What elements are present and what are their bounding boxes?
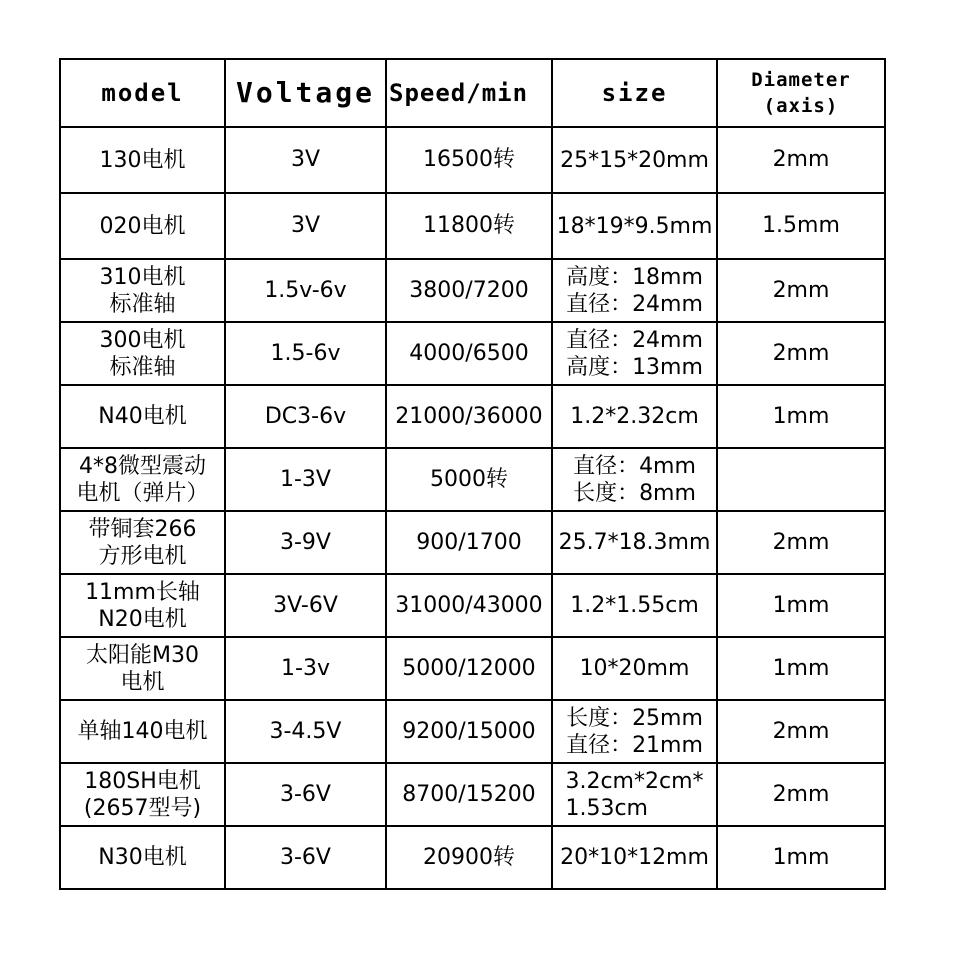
model-line: 单轴140电机	[77, 719, 208, 744]
cell-diameter: 1.5mm	[717, 193, 885, 259]
header-diameter-line1: Diameter	[751, 69, 851, 91]
cell-voltage: 3V	[225, 193, 386, 259]
cell-model	[60, 448, 225, 511]
cell-voltage: 3V	[225, 127, 386, 193]
table-row	[60, 637, 885, 700]
table-row	[60, 511, 885, 574]
cell-size	[552, 322, 717, 385]
size-text	[557, 213, 713, 240]
cell-model	[60, 385, 225, 448]
size-line: 3.2cm*2cm*	[565, 768, 704, 794]
cell-speed: 11800转	[386, 193, 552, 259]
model-text	[98, 844, 186, 871]
cell-model	[60, 574, 225, 637]
cell-diameter: 1mm	[717, 826, 885, 889]
cell-speed: 8700/15200	[386, 763, 552, 826]
size-line: 25.7*18.3mm	[558, 530, 711, 555]
cell-model	[60, 826, 225, 889]
header-diameter-line2: (axis)	[763, 95, 839, 117]
table-row	[60, 322, 885, 385]
model-line: 电机（弹片）	[76, 480, 209, 506]
model-line: 180SH电机	[84, 768, 201, 794]
cell-size	[552, 574, 717, 637]
table-row	[60, 448, 885, 511]
model-line: 带铜套266	[88, 516, 197, 542]
cell-size	[552, 448, 717, 511]
model-line: 020电机	[99, 213, 186, 239]
cell-speed: 5000/12000	[386, 637, 552, 700]
table-row	[60, 763, 885, 826]
model-line: 太阳能M30	[86, 642, 199, 668]
cell-voltage: 3-6V	[225, 763, 386, 826]
size-text	[566, 327, 703, 381]
cell-voltage: 3-6V	[225, 826, 386, 889]
size-line: 25*15*20mm	[560, 147, 709, 173]
model-line: 标准轴	[109, 354, 176, 380]
size-text	[560, 147, 709, 174]
table-row	[60, 259, 885, 322]
size-text	[566, 264, 703, 318]
size-line: 20*10*12mm	[560, 845, 709, 870]
model-line: (2657型号)	[83, 795, 202, 821]
cell-size	[552, 826, 717, 889]
cell-diameter: 2mm	[717, 511, 885, 574]
table-row	[60, 385, 885, 448]
cell-voltage: DC3-6v	[225, 385, 386, 448]
size-text	[559, 529, 711, 556]
model-text	[84, 768, 201, 822]
size-line: 直径：21mm	[566, 732, 703, 758]
model-text	[100, 147, 186, 174]
model-text	[100, 264, 186, 318]
cell-diameter: 1mm	[717, 637, 885, 700]
cell-size	[552, 385, 717, 448]
cell-speed: 16500转	[386, 127, 552, 193]
cell-diameter: 2mm	[717, 322, 885, 385]
cell-diameter: 2mm	[717, 259, 885, 322]
cell-model	[60, 763, 225, 826]
cell-size	[552, 637, 717, 700]
model-line: 310电机	[99, 264, 186, 290]
table-body	[60, 127, 885, 889]
cell-model	[60, 511, 225, 574]
model-text	[100, 213, 186, 240]
cell-model	[60, 193, 225, 259]
model-line: 标准轴	[109, 291, 176, 317]
size-line: 高度：18mm	[566, 264, 703, 290]
size-text	[573, 453, 696, 507]
model-line: 130电机	[99, 147, 186, 173]
model-line: 11mm长轴	[85, 579, 200, 605]
motor-spec-table	[59, 58, 886, 890]
model-text	[76, 453, 208, 507]
cell-speed: 3800/7200	[386, 259, 552, 322]
cell-speed: 5000转	[386, 448, 552, 511]
table-row	[60, 574, 885, 637]
model-text	[98, 403, 186, 430]
header-model: model	[60, 59, 225, 127]
cell-size	[552, 700, 717, 763]
size-line: 10*20mm	[579, 656, 690, 681]
table-row	[60, 826, 885, 889]
cell-size	[552, 259, 717, 322]
cell-diameter: 2mm	[717, 700, 885, 763]
size-text	[580, 655, 690, 682]
table-row	[60, 193, 885, 259]
cell-speed: 900/1700	[386, 511, 552, 574]
model-line: 方形电机	[98, 543, 187, 569]
header-size: size	[552, 59, 717, 127]
cell-voltage: 3V-6V	[225, 574, 386, 637]
model-text	[78, 718, 208, 745]
cell-speed: 21000/36000	[386, 385, 552, 448]
cell-model	[60, 322, 225, 385]
size-line: 1.2*2.32cm	[570, 404, 699, 429]
cell-voltage: 1.5-6v	[225, 322, 386, 385]
table-row	[60, 700, 885, 763]
cell-model	[60, 637, 225, 700]
cell-voltage: 1-3V	[225, 448, 386, 511]
size-line: 直径：24mm	[566, 327, 703, 353]
cell-diameter: 1mm	[717, 574, 885, 637]
model-line: N20电机	[98, 606, 187, 632]
model-text	[86, 642, 199, 696]
table-row	[60, 127, 885, 193]
size-text	[570, 403, 699, 430]
cell-speed: 4000/6500	[386, 322, 552, 385]
cell-speed: 31000/43000	[386, 574, 552, 637]
cell-diameter: 2mm	[717, 763, 885, 826]
cell-speed: 20900转	[386, 826, 552, 889]
model-text	[85, 579, 200, 633]
cell-model	[60, 259, 225, 322]
cell-model	[60, 127, 225, 193]
size-line: 长度：25mm	[566, 705, 703, 731]
size-line: 18*19*9.5mm	[556, 213, 713, 239]
model-line: N30电机	[98, 845, 187, 870]
size-line: 1.53cm	[565, 795, 648, 821]
header-row	[60, 59, 885, 127]
cell-voltage: 3-9V	[225, 511, 386, 574]
model-text	[100, 327, 186, 381]
cell-size	[552, 193, 717, 259]
cell-speed: 9200/15000	[386, 700, 552, 763]
header-speed: Speed/min	[386, 59, 552, 127]
cell-model	[60, 700, 225, 763]
size-line: 1.2*1.55cm	[570, 593, 699, 618]
size-text	[570, 592, 699, 619]
cell-voltage: 1-3v	[225, 637, 386, 700]
cell-diameter	[717, 448, 885, 511]
cell-diameter: 1mm	[717, 385, 885, 448]
header-voltage: Voltage	[225, 59, 386, 127]
size-text	[560, 844, 709, 871]
cell-size	[552, 763, 717, 826]
cell-voltage: 1.5v-6v	[225, 259, 386, 322]
cell-diameter: 2mm	[717, 127, 885, 193]
cell-voltage: 3-4.5V	[225, 700, 386, 763]
model-line: N40电机	[98, 404, 187, 429]
size-line: 直径：4mm	[573, 453, 696, 479]
header-diameter	[717, 59, 885, 127]
model-line: 300电机	[99, 327, 186, 353]
size-line: 长度：8mm	[573, 480, 696, 506]
size-text	[566, 705, 703, 759]
cell-size	[552, 511, 717, 574]
size-line: 高度：13mm	[566, 354, 703, 380]
model-line: 4*8微型震动	[78, 453, 206, 479]
cell-size	[552, 127, 717, 193]
model-text	[89, 516, 197, 570]
model-line: 电机	[120, 669, 165, 695]
size-line: 直径：24mm	[566, 291, 703, 317]
size-text	[565, 768, 703, 822]
